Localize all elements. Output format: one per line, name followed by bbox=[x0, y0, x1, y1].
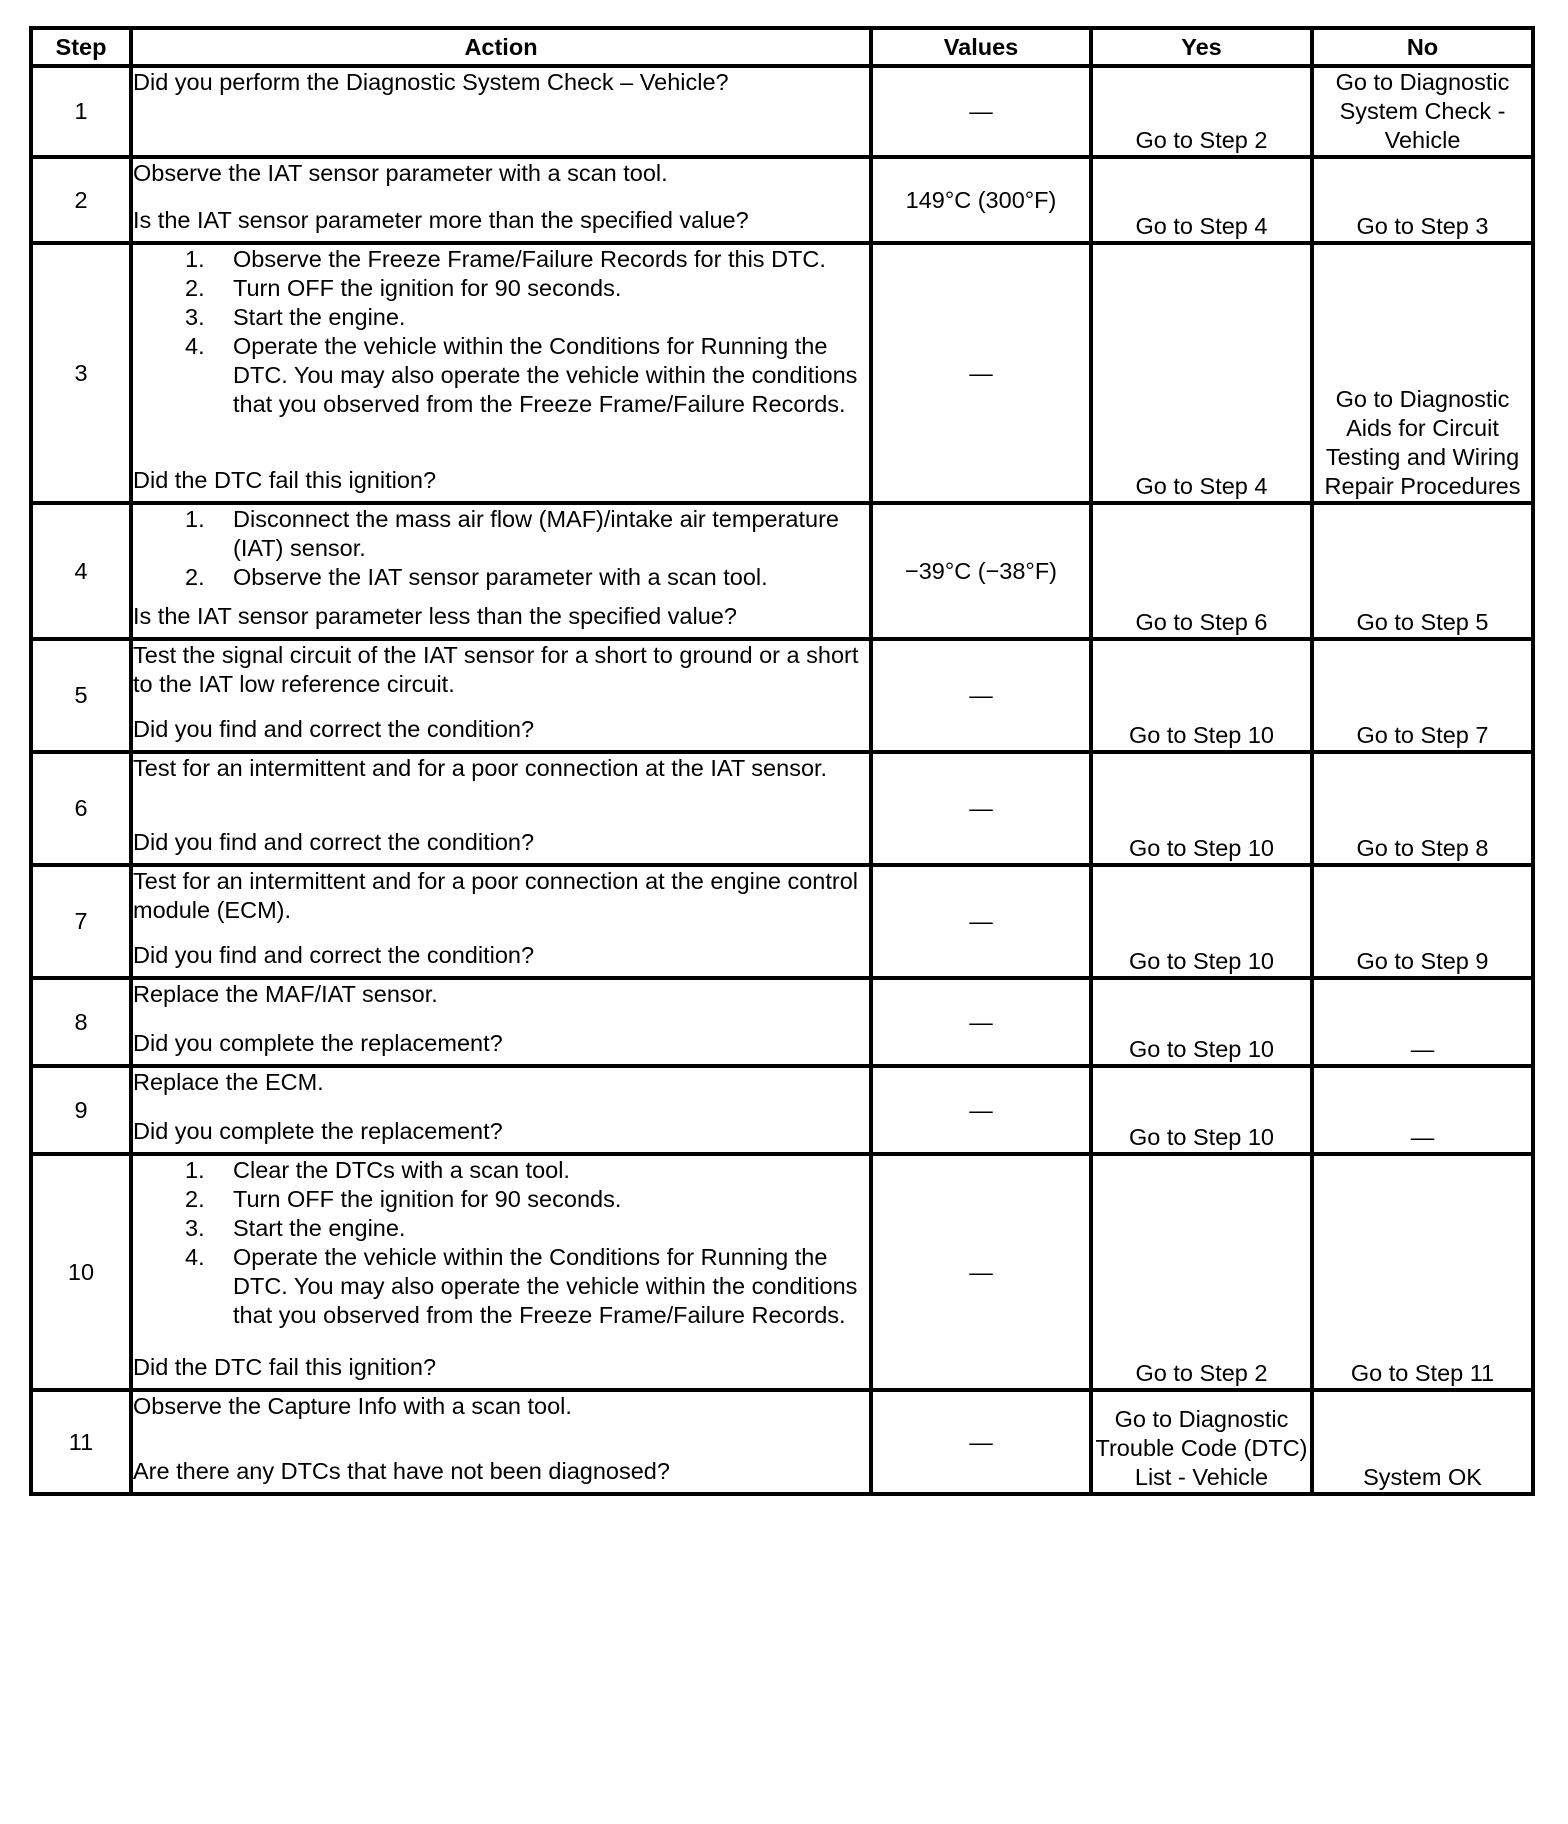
step-number: 10 bbox=[31, 1154, 131, 1390]
action-cell bbox=[131, 752, 871, 865]
action-instruction: Replace the MAF/IAT sensor. bbox=[133, 981, 438, 1007]
action-question: Did the DTC fail this ignition? bbox=[133, 1354, 437, 1380]
yes-cell: Go to Step 10 bbox=[1091, 978, 1312, 1066]
value-cell: — bbox=[871, 243, 1091, 503]
no-cell: Go to Step 3 bbox=[1312, 157, 1533, 243]
header-step: Step bbox=[31, 28, 131, 66]
table-row bbox=[31, 752, 1533, 865]
action-cell bbox=[131, 66, 871, 157]
header-action: Action bbox=[131, 28, 871, 66]
value-cell: — bbox=[871, 639, 1091, 752]
action-question: Did you find and correct the condition? bbox=[133, 942, 535, 968]
list-item-text: Observe the IAT sensor parameter with a scan tool. bbox=[233, 564, 768, 590]
step-number: 6 bbox=[31, 752, 131, 865]
list-item: 2. Turn OFF the ignition for 90 seconds. bbox=[185, 1186, 622, 1212]
action-cell bbox=[131, 503, 871, 639]
list-item-text: Operate the vehicle within the Conditions for Running the DTC. You may also operate the vehicle within the conditions that you observed from the Freeze Frame/Failure Records. bbox=[233, 333, 858, 417]
action-question: Did you find and correct the condition? bbox=[133, 716, 535, 742]
table-row bbox=[31, 66, 1533, 157]
table-row bbox=[31, 1390, 1533, 1494]
action-question: Are there any DTCs that have not been diagnosed? bbox=[133, 1458, 670, 1484]
yes-cell: Go to Step 2 bbox=[1091, 66, 1312, 157]
action-instruction: Test the signal circuit of the IAT sensor for a short to ground or a short to the IAT low reference circuit. bbox=[133, 642, 859, 697]
no-cell: — bbox=[1312, 1066, 1533, 1154]
list-item: 1. Observe the Freeze Frame/Failure Records for this DTC. bbox=[185, 246, 826, 272]
list-item-text: Observe the Freeze Frame/Failure Records for this DTC. bbox=[233, 246, 826, 272]
table-row bbox=[31, 978, 1533, 1066]
action-cell bbox=[131, 639, 871, 752]
list-item: 3. Start the engine. bbox=[185, 304, 406, 330]
value-cell: — bbox=[871, 978, 1091, 1066]
step-number: 3 bbox=[31, 243, 131, 503]
value-cell: — bbox=[871, 66, 1091, 157]
diagnostic-table bbox=[29, 26, 1535, 1496]
table-row bbox=[31, 1066, 1533, 1154]
action-cell bbox=[131, 157, 871, 243]
value-cell: — bbox=[871, 752, 1091, 865]
list-item-text: Turn OFF the ignition for 90 seconds. bbox=[233, 275, 622, 301]
step-number: 4 bbox=[31, 503, 131, 639]
list-item-text: Clear the DTCs with a scan tool. bbox=[233, 1157, 570, 1183]
step-number: 11 bbox=[31, 1390, 131, 1494]
yes-cell: Go to Step 10 bbox=[1091, 865, 1312, 978]
no-cell: Go to Step 9 bbox=[1312, 865, 1533, 978]
no-cell: Go to Diagnostic Aids for Circuit Testing and Wiring Repair Procedures bbox=[1312, 243, 1533, 503]
table-row bbox=[31, 157, 1533, 243]
yes-cell: Go to Step 6 bbox=[1091, 503, 1312, 639]
value-cell: −39°C (−38°F) bbox=[871, 503, 1091, 639]
yes-cell: Go to Step 4 bbox=[1091, 243, 1312, 503]
step-number: 2 bbox=[31, 157, 131, 243]
yes-cell: Go to Step 10 bbox=[1091, 639, 1312, 752]
header-values: Values bbox=[871, 28, 1091, 66]
header-row bbox=[31, 28, 1533, 66]
step-number: 7 bbox=[31, 865, 131, 978]
action-cell bbox=[131, 1390, 871, 1494]
list-item: 2. Turn OFF the ignition for 90 seconds. bbox=[185, 275, 622, 301]
value-cell: — bbox=[871, 1390, 1091, 1494]
action-cell bbox=[131, 978, 871, 1066]
list-item-text: Operate the vehicle within the Conditions for Running the DTC. You may also operate the vehicle within the conditions that you observed from the Freeze Frame/Failure Records. bbox=[233, 1244, 858, 1328]
table-row bbox=[31, 639, 1533, 752]
table-row bbox=[31, 1154, 1533, 1390]
yes-cell: Go to Step 4 bbox=[1091, 157, 1312, 243]
step-number: 1 bbox=[31, 66, 131, 157]
step-number: 5 bbox=[31, 639, 131, 752]
action-cell bbox=[131, 1154, 871, 1390]
table-row bbox=[31, 865, 1533, 978]
action-question: Is the IAT sensor parameter less than the specified value? bbox=[133, 603, 737, 629]
table-body bbox=[31, 66, 1533, 1494]
value-cell: 149°C (300°F) bbox=[871, 157, 1091, 243]
list-item: 3. Start the engine. bbox=[185, 1215, 406, 1241]
action-steps-list bbox=[133, 505, 869, 592]
action-instruction: Observe the Capture Info with a scan tool. bbox=[133, 1393, 572, 1419]
action-question: Did you complete the replacement? bbox=[133, 1118, 503, 1144]
yes-cell: Go to Diagnostic Trouble Code (DTC) List - Vehicle bbox=[1091, 1390, 1312, 1494]
no-cell: System OK bbox=[1312, 1390, 1533, 1494]
action-cell bbox=[131, 1066, 871, 1154]
action-steps-list bbox=[133, 1156, 869, 1330]
no-cell: Go to Step 5 bbox=[1312, 503, 1533, 639]
action-cell bbox=[131, 865, 871, 978]
action-instruction: Test for an intermittent and for a poor connection at the engine control module (ECM). bbox=[133, 868, 859, 923]
list-item: 1. Clear the DTCs with a scan tool. bbox=[185, 1157, 570, 1183]
yes-cell: Go to Step 10 bbox=[1091, 752, 1312, 865]
list-item-text: Start the engine. bbox=[233, 1215, 406, 1241]
value-cell: — bbox=[871, 1154, 1091, 1390]
value-cell: — bbox=[871, 865, 1091, 978]
action-instruction: Did you perform the Diagnostic System Check – Vehicle? bbox=[133, 69, 729, 95]
step-number: 9 bbox=[31, 1066, 131, 1154]
yes-cell: Go to Step 2 bbox=[1091, 1154, 1312, 1390]
action-instruction: Replace the ECM. bbox=[133, 1069, 324, 1095]
no-cell: Go to Step 11 bbox=[1312, 1154, 1533, 1390]
action-question: Is the IAT sensor parameter more than the specified value? bbox=[133, 207, 749, 233]
action-steps-list bbox=[133, 245, 869, 419]
header-no: No bbox=[1312, 28, 1533, 66]
no-cell: Go to Step 8 bbox=[1312, 752, 1533, 865]
list-item: 4. Operate the vehicle within the Conditions for Running the DTC. You may also operate the vehicle within the conditions that you observed from the Freeze Frame/Failure Records. bbox=[185, 1244, 858, 1328]
value-cell: — bbox=[871, 1066, 1091, 1154]
list-item: 4. Operate the vehicle within the Conditions for Running the DTC. You may also operate the vehicle within the conditions that you observed from the Freeze Frame/Failure Records. bbox=[185, 333, 858, 417]
table-row bbox=[31, 243, 1533, 503]
yes-cell: Go to Step 10 bbox=[1091, 1066, 1312, 1154]
list-item-text: Disconnect the mass air flow (MAF)/intake air temperature (IAT) sensor. bbox=[233, 506, 839, 561]
action-instruction: Test for an intermittent and for a poor connection at the IAT sensor. bbox=[133, 755, 828, 781]
no-cell: Go to Diagnostic System Check - Vehicle bbox=[1312, 66, 1533, 157]
action-question: Did you find and correct the condition? bbox=[133, 829, 535, 855]
action-instruction: Observe the IAT sensor parameter with a scan tool. bbox=[133, 160, 668, 186]
step-number: 8 bbox=[31, 978, 131, 1066]
list-item: 2. Observe the IAT sensor parameter with a scan tool. bbox=[185, 564, 768, 590]
header-yes: Yes bbox=[1091, 28, 1312, 66]
no-cell: — bbox=[1312, 978, 1533, 1066]
list-item-text: Start the engine. bbox=[233, 304, 406, 330]
table-row bbox=[31, 503, 1533, 639]
action-cell bbox=[131, 243, 871, 503]
list-item: 1. Disconnect the mass air flow (MAF)/intake air temperature (IAT) sensor. bbox=[185, 506, 839, 561]
action-question: Did the DTC fail this ignition? bbox=[133, 467, 437, 493]
no-cell: Go to Step 7 bbox=[1312, 639, 1533, 752]
action-question: Did you complete the replacement? bbox=[133, 1030, 503, 1056]
list-item-text: Turn OFF the ignition for 90 seconds. bbox=[233, 1186, 622, 1212]
